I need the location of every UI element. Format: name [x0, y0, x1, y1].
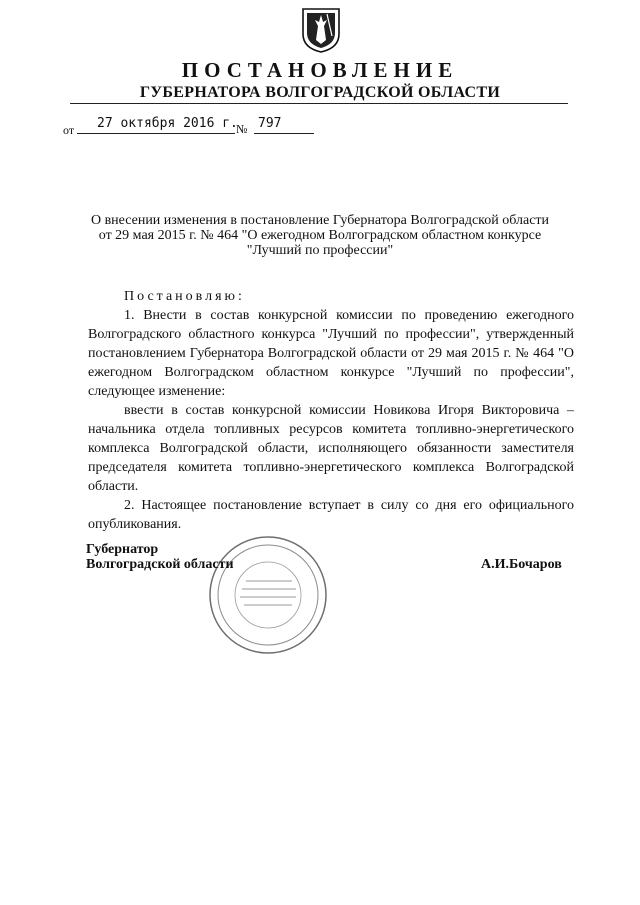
signatory-position-line: Губернатор — [86, 542, 159, 557]
document-number: 797 — [254, 116, 314, 134]
body-paragraph: ввести в состав конкурсной комиссии Новикова Игоря Викторовича – начальника отдела топливных ресурсов комитета топливно-энергетического комплекса Волгоградской области, исполняющего обязанности заместителя председателя комитета топливно-энергетического комплекса Волгоградской области. — [88, 403, 574, 494]
body-paragraph: 2. Настоящее постановление вступает в силу со дня его официального опубликования. — [88, 498, 574, 532]
document-date: 27 октября 2016 г. — [77, 116, 235, 134]
subject-line: от 29 мая 2015 г. № 464 "О ежегодном Волгоградском областном конкурсе — [98, 228, 542, 243]
signatory-name: А.И.Бочаров — [481, 557, 562, 572]
signatory-position — [86, 542, 234, 572]
document-title: ПОСТАНОВЛЕНИЕ — [181, 58, 459, 82]
coat-of-arms-icon — [297, 6, 345, 54]
decree-word: Постановляю: — [124, 289, 245, 304]
subject-line: О внесении изменения в постановление Губернатора Волгоградской области — [90, 213, 550, 228]
date-prefix: от — [63, 123, 75, 137]
header-divider — [70, 103, 568, 104]
date-number-line — [63, 118, 323, 138]
signatory-position-line: Волгоградской области — [86, 557, 234, 572]
subject-line: "Лучший по профессии" — [246, 243, 394, 258]
document-body — [88, 306, 574, 534]
document-subject — [60, 213, 580, 258]
number-label: № — [236, 122, 248, 136]
body-paragraph: 1. Внести в состав конкурсной комиссии по проведению ежегодного Волгоградского областного конкурса "Лучший по профессии", утвержденный постановлением Губернатора Волгоградской области от 29 мая 2015 г. № 464 "О ежегодном Волгоградском областном конкурсе "Лучший по профессии", следующее изменение: — [88, 308, 574, 399]
document-issuer: ГУБЕРНАТОРА ВОЛГОГРАДСКОЙ ОБЛАСТИ — [139, 84, 501, 101]
